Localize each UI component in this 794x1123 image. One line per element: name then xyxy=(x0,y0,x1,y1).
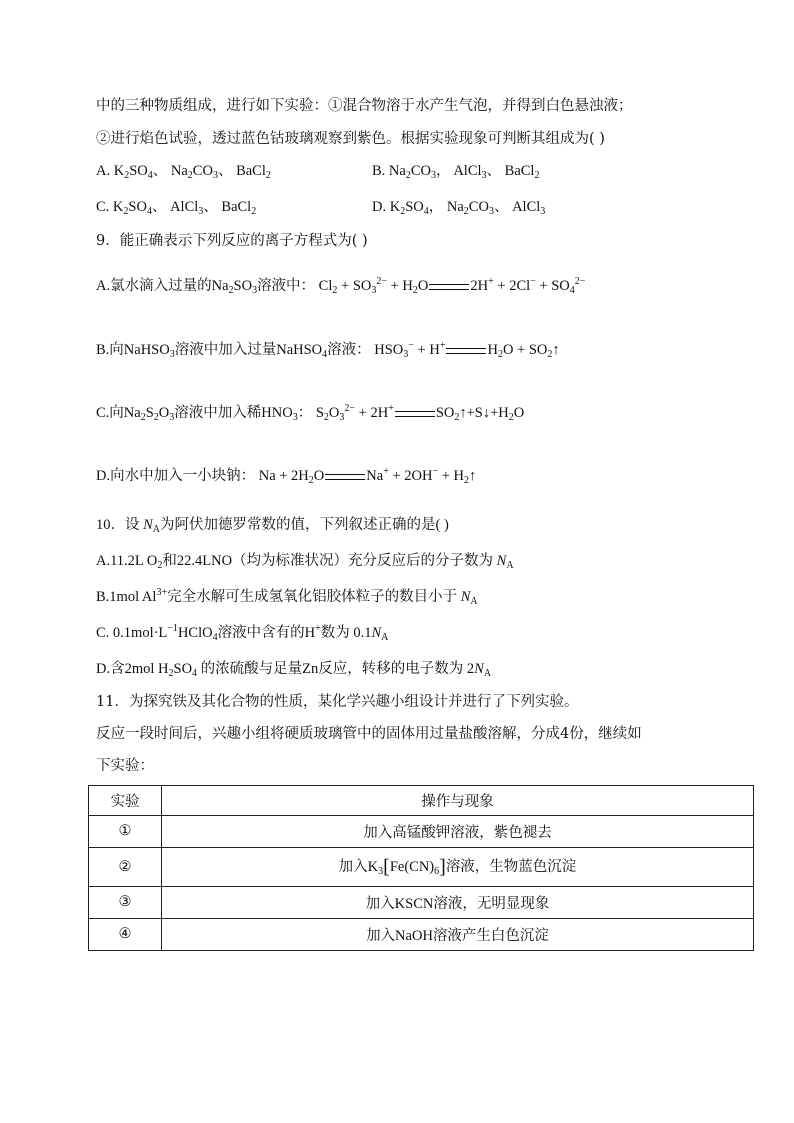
q8-option-a: A. $K_2SO_4$、 $Na_2CO_3$、 BaCl$_2$ xyxy=(96,163,271,181)
q10-option-a: A.11.2L $O_2$和22.4LNO（均为标准状况）充分反应后的分子数为 $N_A$ xyxy=(96,553,514,571)
table-cell-text: 加入KSCN溶液，无明显现象 xyxy=(162,887,754,919)
q11-text-line-2: 反应一段时间后，兴趣小组将硬质玻璃管中的固体用过量盐酸溶解，分成4份，继续如 xyxy=(96,726,642,742)
table-cell-number: ④ xyxy=(89,919,162,951)
q8-text-line-1: 中的三种物质组成，进行如下实验：①混合物溶于水产生气泡，并得到白色悬浊液； xyxy=(96,98,633,114)
table-header-experiment: 实验 xyxy=(89,786,162,816)
table-cell-text: 加入高锰酸钾溶液，紫色褪去 xyxy=(162,816,754,848)
q10-stem: 10．设 $N_A$为阿伏加德罗常数的值，下列叙述正确的是( ) xyxy=(96,517,449,535)
table-cell-number: ③ xyxy=(89,887,162,919)
table-row xyxy=(89,848,754,887)
q10-option-c: C. $0.1mol\cdot L^{-1}HClO_4$溶液中含有的H+数为 $0.1N_A$ xyxy=(96,623,389,643)
table-cell-text: 加入NaOH溶液产生白色沉淀 xyxy=(162,919,754,951)
table-row xyxy=(89,919,754,951)
q8-option-d: D. $K_2SO_4$， $Na_2CO_3$、 AlCl$_3$ xyxy=(372,199,546,217)
q11-stem: 11．为探究铁及其化合物的性质，某化学兴趣小组设计并进行了下列实验。 xyxy=(96,694,579,710)
q9-option-a: A.氯水滴入过量的$Na_2SO_3$溶液中： $Cl_2 + SO_3^{2-} + H_2O$ $2H^+ + 2Cl^- + SO_4^{2-}$ xyxy=(96,276,586,296)
q10-option-b: B.1mol $Al^{3+}$完全水解可生成氢氧化铝胶体粒子的数目小于 $N_A$ xyxy=(96,587,478,607)
q8-option-b: B. $Na_2CO_3$， AlCl$_3$、 BaCl$_2$ xyxy=(372,163,540,181)
table-row xyxy=(89,887,754,919)
q8-text-line-2: ②进行焰色试验，透过蓝色钴玻璃观察到紫色。根据实验现象可判断其组成为( ) xyxy=(96,131,605,147)
experiment-table xyxy=(88,785,754,951)
q9-option-b: B.向NaHSO$_3$溶液中加入过量NaHSO$_4$溶液： $HSO_3^- + H^+$ $H_2O$ + $SO_2↑$ xyxy=(96,340,560,360)
q11-text-line-3: 下实验： xyxy=(96,758,154,774)
table-cell-number: ① xyxy=(89,816,162,848)
table-cell-number: ② xyxy=(89,848,162,887)
q9-option-d: D.向水中加入一小块钠： $Na + 2H_2O$ $Na^+ + 2OH^- + H_2↑$ xyxy=(96,466,477,486)
q9-stem: 9．能正确表示下列反应的离子方程式为( ) xyxy=(96,233,368,249)
table-header-operation: 操作与现象 xyxy=(162,786,754,816)
table-cell-text: 加入$K_3[Fe(CN)_6]$溶液，生物蓝色沉淀 xyxy=(162,848,754,887)
table-row xyxy=(89,816,754,848)
q8-option-c: C. $K_2SO_4$、 AlCl$_3$、 BaCl$_2$ xyxy=(96,199,257,217)
table-header-row xyxy=(89,786,754,816)
q9-option-c: C.向$Na_2S_2O_3$溶液中加入稀$HNO_3$： $S_2O_3^{2-} + 2H^+$ $SO_2↑+S↓+H_2O$ xyxy=(96,403,525,423)
q10-option-d: D.含2mol $H_2SO_4$ 的浓硫酸与足量Zn反应，转移的电子数为 $2N_A$ xyxy=(96,661,492,679)
